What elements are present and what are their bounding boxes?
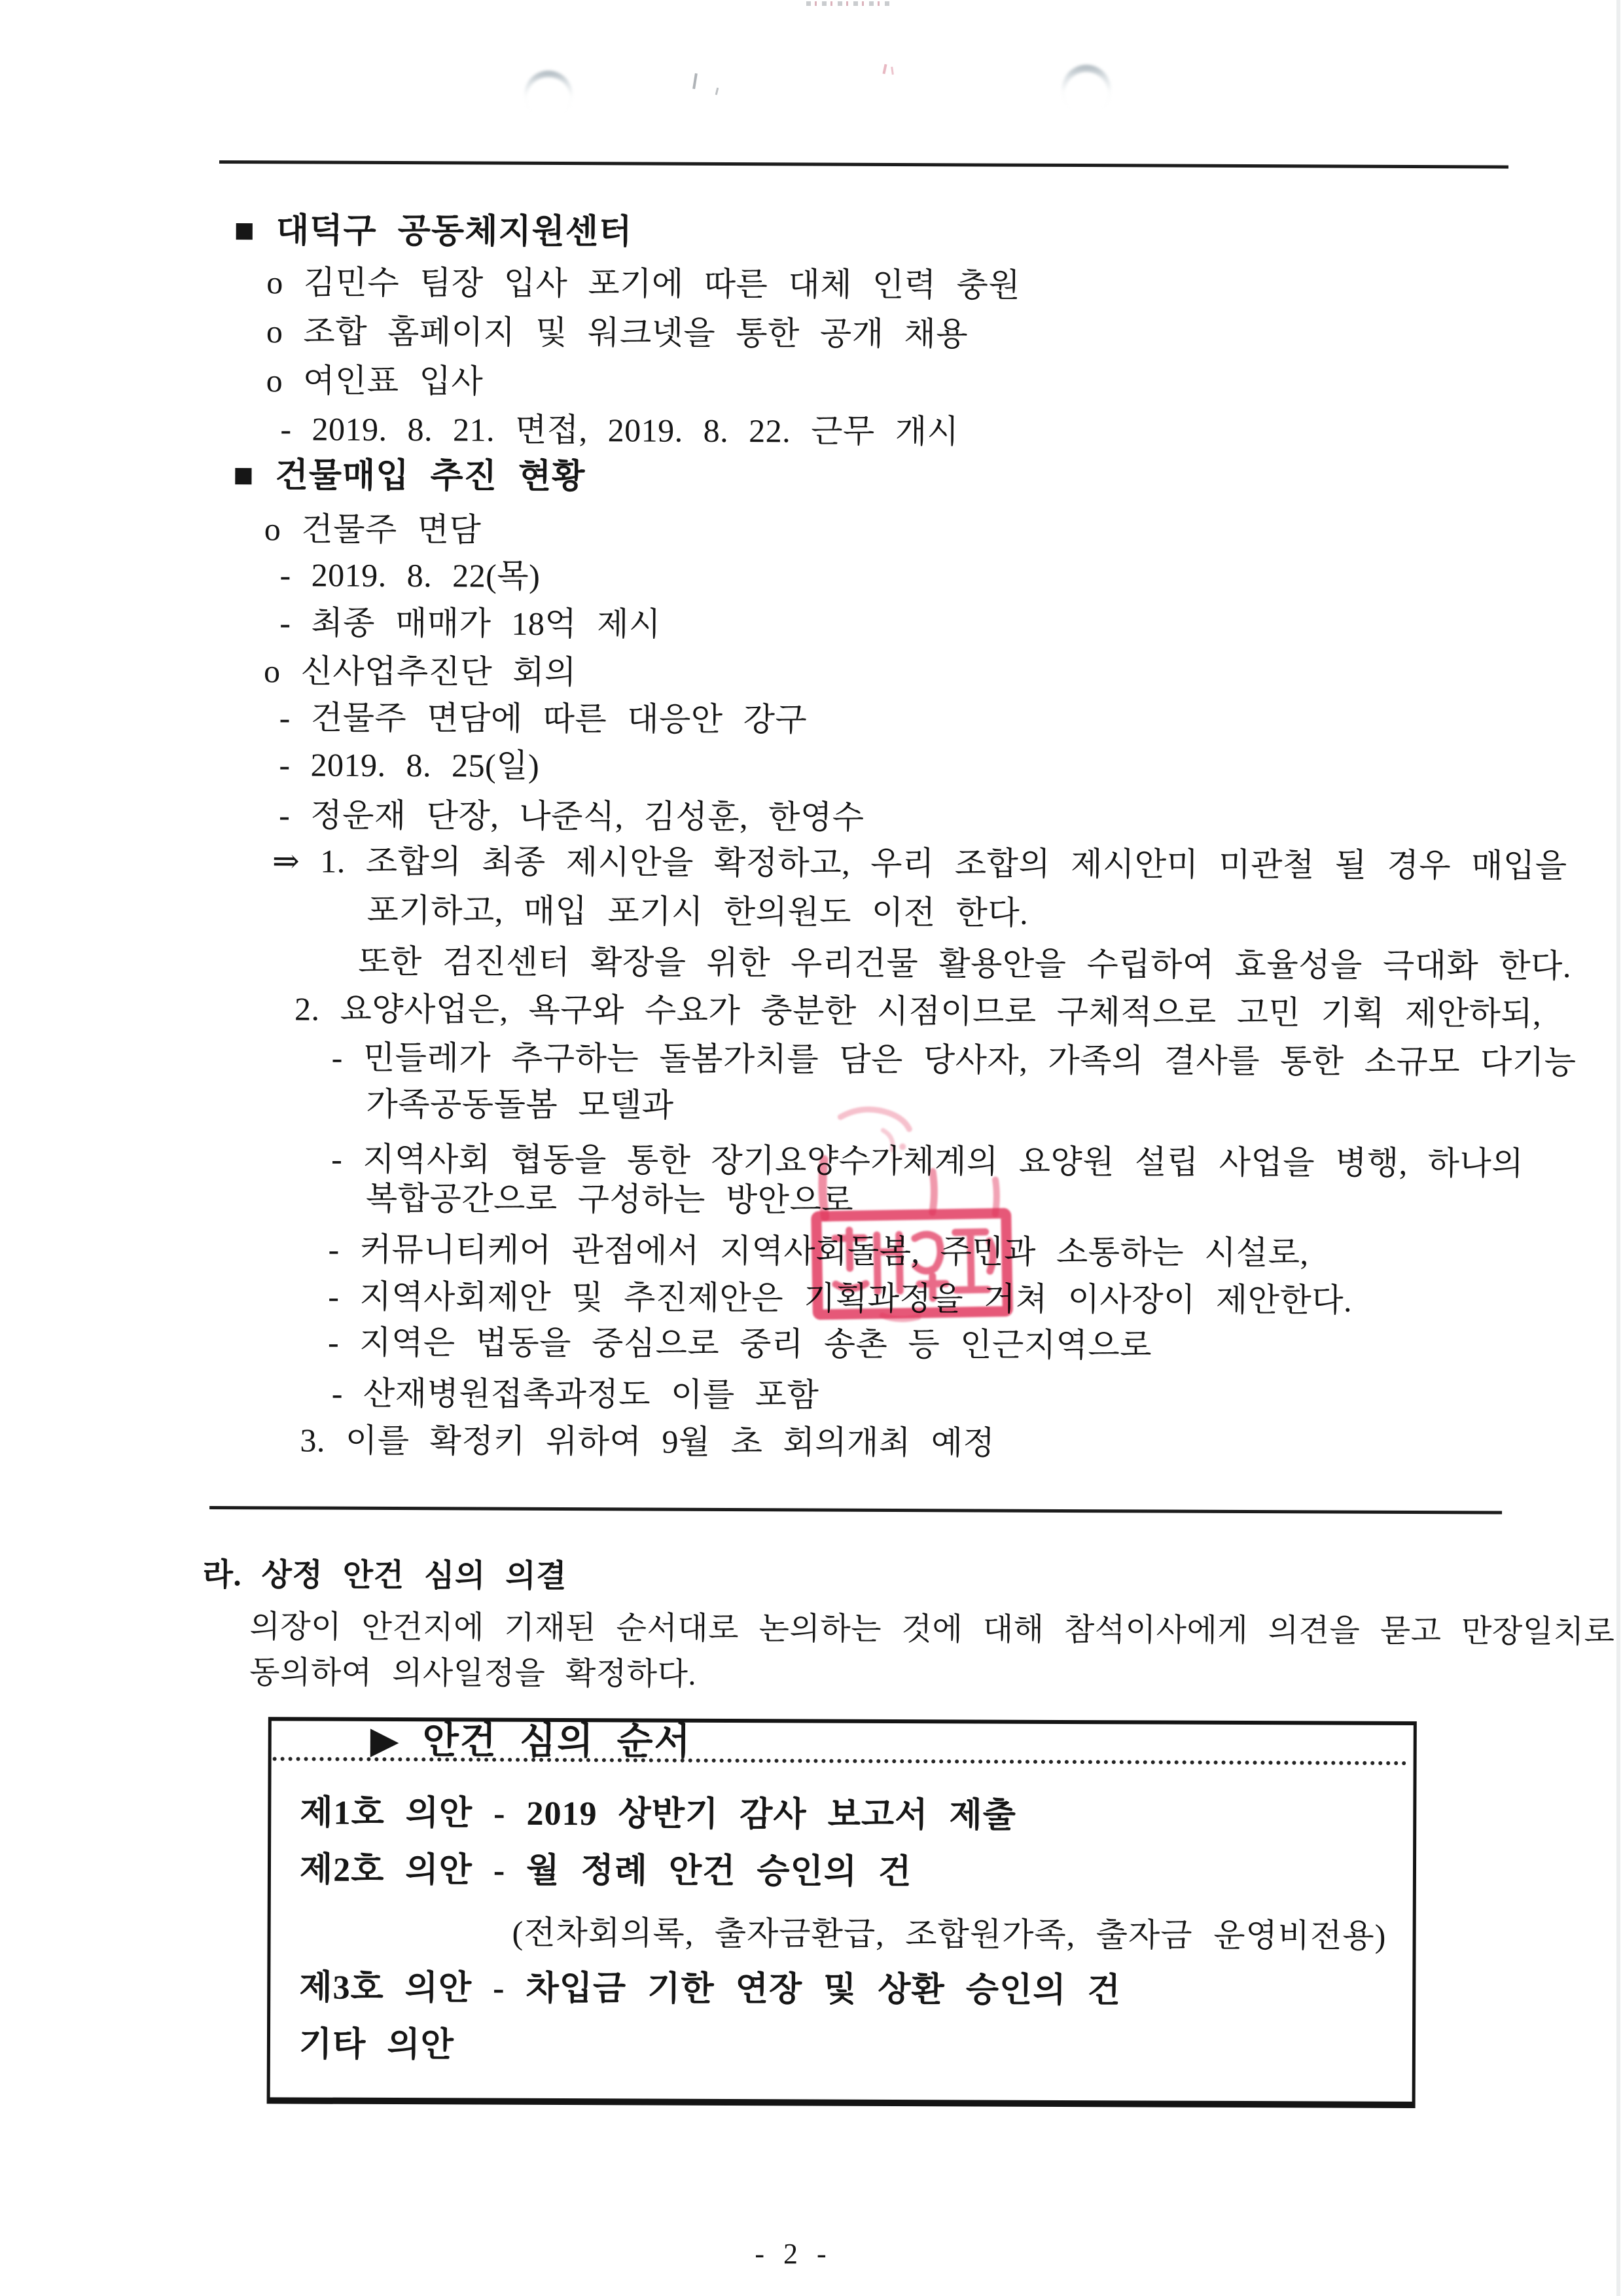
sub-line: - 지역사회제안 및 추진제안은 기획과정을 거쳐 이사장이 제안한다. bbox=[328, 1278, 1353, 1319]
sub-line: - 지역은 법동을 중심으로 중리 송촌 등 인근지역으로 bbox=[327, 1323, 1152, 1364]
sub-line: - 지역사회 협동을 통한 장기요양수가체계의 요양원 설립 사업을 병행, 하나의 bbox=[331, 1140, 1524, 1182]
agenda-box-header: ▶ 안건 심의 순서 bbox=[370, 1719, 692, 1763]
horizontal-rule-mid bbox=[209, 1506, 1502, 1515]
bullet-line: o 여인표 입사 bbox=[266, 362, 484, 400]
bullet-line: o 건물주 면담 bbox=[264, 511, 482, 548]
bullet-line: o 조합 홈페이지 및 워크넷을 통한 공개 채용 bbox=[266, 313, 969, 353]
conclusion-line: 2. 요양사업은, 욕구와 수요가 충분한 시점이므로 구체적으로 고민 기획 제안하되, bbox=[294, 990, 1542, 1032]
sub-line: - 최종 매매가 18억 제시 bbox=[279, 604, 661, 643]
sub-line: - 건물주 면담에 따른 대응안 강구 bbox=[279, 699, 808, 738]
sub-line: - 산재병원접촉과정도 이를 포함 bbox=[331, 1374, 819, 1414]
conclusion-line: ⇒ 1. 조합의 최종 제시안을 확정하고, 우리 조합의 제시안미 미관철 될 경우 매입을 bbox=[272, 842, 1567, 884]
section-heading: ■ 건물매입 추진 현황 bbox=[233, 457, 586, 496]
sub-line: - 2019. 8. 22(목) bbox=[279, 556, 541, 594]
agenda-item: 제3호 의안 - 차입금 기한 연장 및 상환 승인의 건 bbox=[299, 1969, 1121, 2010]
paragraph-line: 의장이 안건지에 기재된 순서대로 논의하는 것에 대해 참석이사에게 의견을 묻고 만장일치로 bbox=[249, 1609, 1615, 1650]
agenda-item: 제1호 의안 - 2019 상반기 감사 보고서 제출 bbox=[300, 1794, 1016, 1835]
agenda-item: 기타 의안 bbox=[298, 2026, 454, 2064]
sub-line: 가족공동돌봄 모델과 bbox=[366, 1085, 674, 1124]
bullet-line: o 신사업추진단 회의 bbox=[263, 653, 577, 691]
sub-line: 복합공간으로 구성하는 방안으로 bbox=[365, 1179, 854, 1219]
bullet-line: o 김민수 팀장 입사 포기에 따른 대체 인력 충원 bbox=[266, 264, 1021, 304]
sub-line: - 민들레가 추구하는 돌봄가치를 담은 당사자, 가족의 결사를 통한 소규모 다기능 bbox=[331, 1039, 1577, 1081]
red-seal-stamp-icon bbox=[804, 1094, 1020, 1330]
paragraph-line: 동의하여 의사일정을 확정하다. bbox=[249, 1655, 697, 1692]
sub-line: - 정운재 단장, 나준식, 김성훈, 한영수 bbox=[279, 797, 865, 836]
paper-edge-shadow bbox=[1616, 0, 1620, 2296]
section-heading: ■ 대덕구 공동체지원센터 bbox=[234, 212, 633, 251]
conclusion-line: 3. 이를 확정키 위하여 9월 초 회의개최 예정 bbox=[300, 1422, 995, 1462]
agenda-item-detail: (전차회의록, 출자금환급, 조합원가족, 출자금 운영비전용) bbox=[512, 1914, 1387, 1954]
page-number: - 2 - bbox=[755, 2238, 829, 2270]
conclusion-line: 또한 검진센터 확장을 위한 우리건물 활용안을 수립하여 효율성을 극대화 한다. bbox=[358, 942, 1572, 984]
horizontal-rule-top bbox=[219, 160, 1508, 169]
agenda-item: 제2호 의안 - 월 정례 안건 승인의 건 bbox=[299, 1851, 912, 1892]
conclusion-line: 포기하고, 매입 포기시 한의원도 이전 한다. bbox=[366, 891, 1029, 931]
sub-line: - 2019. 8. 25(일) bbox=[279, 746, 540, 784]
sub-line: - 2019. 8. 21. 면접, 2019. 8. 22. 근무 개시 bbox=[280, 410, 959, 450]
section-heading: 라. 상정 안건 심의 의결 bbox=[202, 1557, 567, 1594]
sub-line: - 커뮤니티케어 관점에서 지역사회돌봄, 주민과 소통하는 시설로, bbox=[328, 1230, 1309, 1272]
